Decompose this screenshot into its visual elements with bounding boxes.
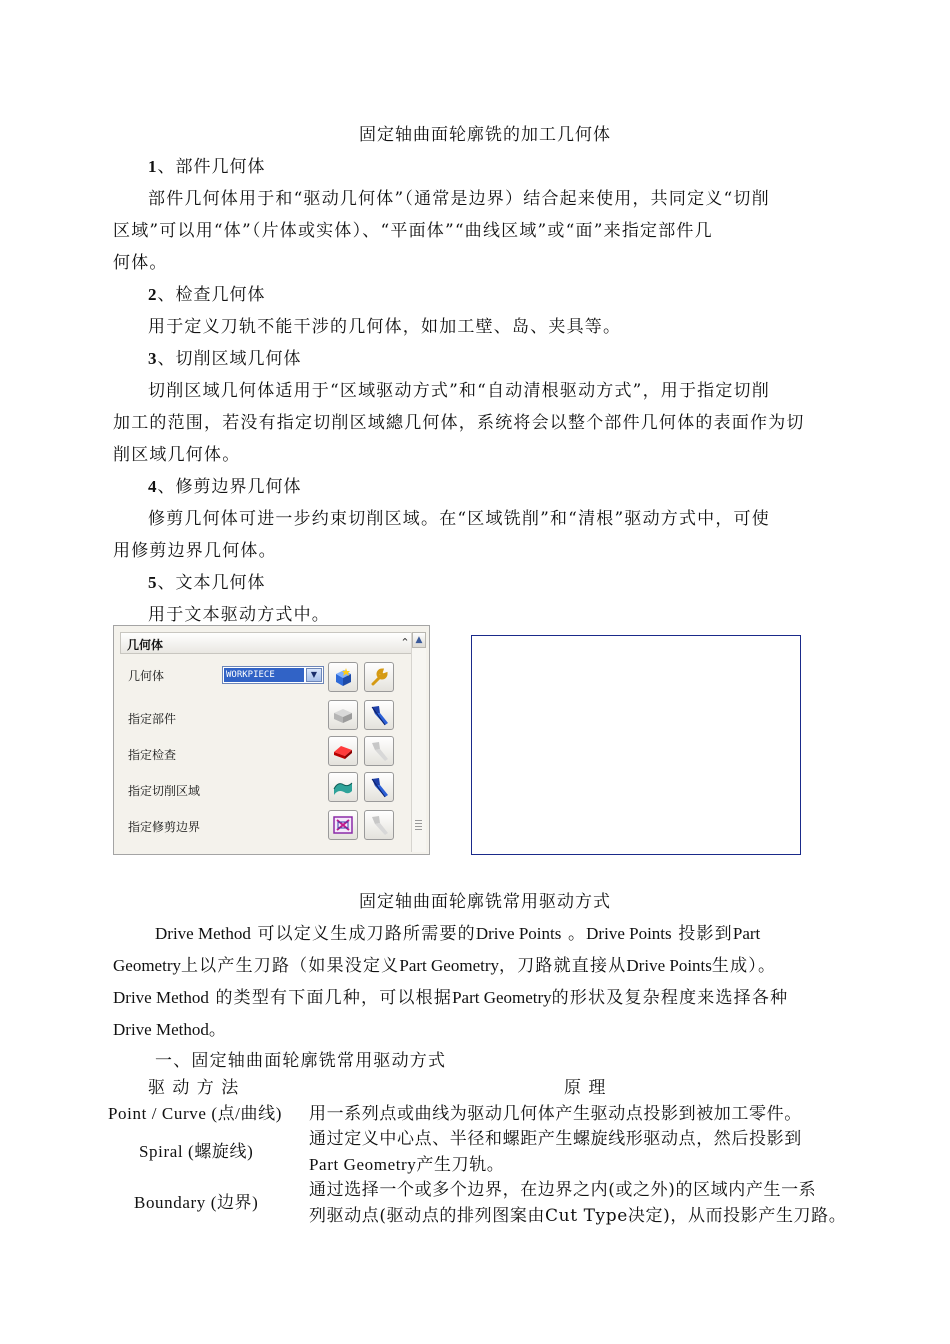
edit-geometry-button[interactable]	[364, 662, 394, 692]
heading-text: 、文本几何体	[157, 573, 266, 593]
paragraph-line: 用于定义刀轨不能干涉的几何体，如加工壁、岛、夹具等。	[148, 317, 622, 337]
panel-header-title: 几何体	[127, 638, 164, 652]
select-cut-area-button[interactable]	[328, 772, 358, 802]
select-trim-boundary-button[interactable]	[328, 810, 358, 840]
scroll-up-icon[interactable]: ▲	[412, 632, 426, 648]
paragraph-line: 何体。	[113, 253, 168, 273]
collapse-icon[interactable]: ⌃	[400, 636, 410, 649]
new-geometry-button[interactable]	[328, 662, 358, 692]
row-label-specify-part: 指定部件	[128, 712, 177, 726]
drive-methods-subtitle: 一、固定轴曲面轮廓铣常用驱动方式	[155, 1051, 447, 1071]
drive-method-para-line	[155, 919, 760, 944]
select-part-button[interactable]	[328, 700, 358, 730]
paragraph-line: 切削区域几何体适用于“区域驱动方式”和“自动清根驱动方式”，用于指定切削	[148, 381, 770, 401]
body-text: ，刀路就直接从	[499, 956, 627, 976]
drive-method-para-line	[113, 1015, 227, 1040]
body-text: 的类型有下面几种，可以根据	[208, 988, 453, 1008]
row-label-geometry: 几何体	[128, 669, 165, 683]
paragraph-line: 加工的范围，若没有指定切削区域總几何体，系统将会以整个部件几何体的表面作为切	[113, 413, 805, 433]
check-body-icon	[332, 740, 354, 762]
row-label-specify-cut-area: 指定切削区域	[128, 784, 201, 798]
part-body-icon	[332, 704, 354, 726]
trim-boundary-icon	[332, 814, 354, 836]
panel-scrollbar[interactable]	[411, 632, 426, 852]
paragraph-line: 削区域几何体。	[113, 445, 241, 465]
body-text: 的形状及复杂程度来选择各种	[551, 988, 789, 1008]
row-label-specify-check: 指定检查	[128, 748, 177, 762]
drive-method-para-line	[113, 951, 776, 976]
table-cell-principle: 用一系列点或曲线为驱动几何体产生驱动点投影到被加工零件。	[309, 1104, 802, 1124]
table-cell-method: Spiral (螺旋线)	[139, 1142, 254, 1161]
term-text: Drive Points	[475, 924, 562, 943]
heading-text: 、部件几何体	[157, 157, 266, 177]
term-text: Part	[732, 924, 761, 943]
geometry-select-value: WORKPIECE	[224, 668, 304, 682]
drive-method-para-line	[113, 983, 788, 1008]
table-cell-method: Boundary (边界)	[134, 1193, 259, 1212]
heading-check-geometry	[148, 280, 266, 305]
table-header-principle: 原 理	[564, 1078, 607, 1098]
geometry-panel	[113, 625, 430, 855]
heading-text: 、切削区域几何体	[157, 349, 302, 369]
term-text: Drive Method	[155, 924, 251, 943]
heading-trim-boundary-geometry	[148, 472, 302, 497]
cut-area-icon	[332, 776, 354, 798]
table-cell-principle: 通过选择一个或多个边界，在边界之内(或之外)的区域内产生一系	[309, 1180, 817, 1200]
paragraph-line: 用于文本驱动方式中。	[148, 605, 330, 625]
term-text: Part Geometry	[452, 988, 552, 1007]
heading-number: 2	[148, 285, 158, 304]
heading-text-geometry	[148, 568, 266, 593]
body-text: 上以产生刀路（如果没定义	[180, 956, 400, 976]
flashlight-icon	[368, 776, 390, 798]
section-title-geometry: 固定轴曲面轮廓铣的加工几何体	[359, 125, 611, 145]
flashlight-disabled-icon	[368, 814, 390, 836]
table-cell-method: Point / Curve (点/曲线)	[108, 1104, 282, 1123]
body-text: 。	[561, 924, 587, 944]
term-text: Drive Points	[586, 924, 672, 943]
image-placeholder-frame	[471, 635, 801, 855]
select-check-button[interactable]	[328, 736, 358, 766]
term-text: Drive Method	[113, 988, 209, 1007]
scroll-grip-icon	[415, 820, 422, 830]
term-text: Geometry	[113, 956, 181, 975]
flashlight-disabled-icon	[368, 740, 390, 762]
heading-number: 4	[148, 477, 158, 496]
geometry-select[interactable]	[222, 666, 324, 684]
heading-cut-area-geometry	[148, 344, 302, 369]
table-cell-principle: 通过定义中心点、半径和螺距产生螺旋线形驱动点，然后投影到	[309, 1129, 802, 1149]
wrench-icon	[368, 666, 390, 688]
table-cell-principle: Part Geometry产生刀轨。	[309, 1155, 505, 1174]
new-geometry-icon	[332, 666, 354, 688]
heading-part-geometry	[148, 152, 266, 177]
flashlight-icon	[368, 704, 390, 726]
body-text: 。	[208, 1020, 228, 1040]
paragraph-line: 用修剪边界几何体。	[113, 541, 277, 561]
paragraph-line: 修剪几何体可进一步约束切削区域。在“区域铣削”和“清根”驱动方式中，可使	[148, 509, 770, 529]
paragraph-line: 区域”可以用“体”（片体或实体）、“平面体”“曲线区域”或“面”来指定部件几	[113, 221, 713, 241]
heading-number: 5	[148, 573, 158, 592]
table-cell-principle: 列驱动点(驱动点的排列图案由Cut Type决定)，从而投影产生刀路。	[309, 1206, 847, 1226]
paragraph-line: 部件几何体用于和“驱动几何体”（通常是边界）结合起来使用，共同定义“切削	[148, 189, 770, 209]
heading-number: 1	[148, 157, 158, 176]
body-text: 可以定义生成刀路所需要的	[250, 924, 476, 944]
body-text: 生成）。	[711, 956, 777, 976]
table-header-method: 驱 动 方 法	[148, 1078, 240, 1098]
term-text: Drive Method	[113, 1020, 209, 1039]
heading-text: 、检查几何体	[157, 285, 266, 305]
display-trim-boundary-button[interactable]	[364, 810, 394, 840]
term-text: Part Geometry	[399, 956, 499, 975]
display-cut-area-button[interactable]	[364, 772, 394, 802]
display-check-button[interactable]	[364, 736, 394, 766]
display-part-button[interactable]	[364, 700, 394, 730]
row-label-specify-trim-boundary: 指定修剪边界	[128, 820, 201, 834]
heading-text: 、修剪边界几何体	[157, 477, 302, 497]
term-text: Drive Points	[626, 956, 712, 975]
panel-header[interactable]	[120, 632, 417, 654]
chevron-down-icon[interactable]: ▼	[306, 668, 322, 682]
section-title-drive-methods: 固定轴曲面轮廓铣常用驱动方式	[359, 892, 611, 912]
heading-number: 3	[148, 349, 158, 368]
body-text: 投影到	[671, 924, 733, 944]
